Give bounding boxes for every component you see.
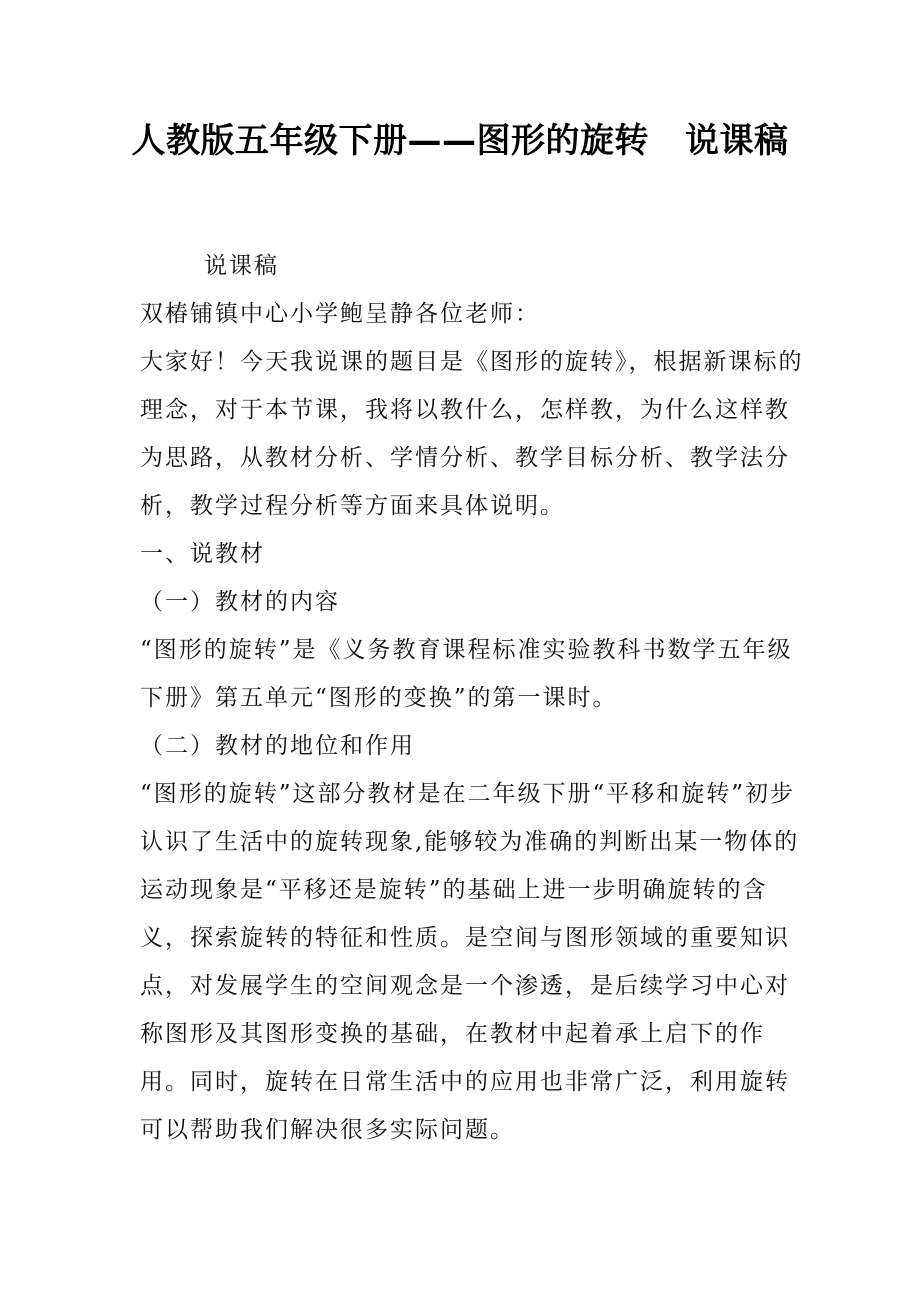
content-paragraph: “图形的旋转”是《义务教育课程标准实验教科书数学五年级下册》第五单元“图形的变换”的第一课时。: [140, 637, 793, 711]
greeting-line: 双椿铺镇中心小学鲍呈静各位老师：: [140, 301, 540, 327]
subsection-heading-content: （一）教材的内容: [140, 589, 340, 615]
subsection-heading-role: （二）教材的地位和作用: [140, 733, 415, 759]
intro-paragraph: 大家好！今天我说课的题目是《图形的旋转》，根据新课标的理念，对于本节课，我将以教什么，怎样教，为什么这样教为思路，从教材分析、学情分析、教学目标分析、教学法分析，教学过程分析等方面来具体说明。: [140, 349, 804, 519]
role-paragraph: “图形的旋转”这部分教材是在二年级下册“平移和旋转”初步认识了生活中的旋转现象,能够较为准确的判断出某一物体的运动现象是“平移还是旋转”的基础上进一步明确旋转的含义，探索旋转的特征和性质。是空间与图形领域的重要知识点，对发展学生的空间观念是一个渗透，是后续学习中心对称图形及其图形变换的基础，在教材中起着承上启下的作用。同时，旋转在日常生活中的应用也非常广泛，利用旋转可以帮助我们解决很多实际问题。: [140, 781, 800, 1143]
document-body: [140, 242, 808, 1154]
subtitle: 说课稿: [204, 253, 279, 279]
title-suffix: 说课稿: [685, 121, 789, 161]
document-title: [120, 113, 800, 169]
title-main: 人教版五年级下册——图形的旋转: [131, 121, 649, 161]
section-heading: 一、说教材: [140, 541, 265, 567]
